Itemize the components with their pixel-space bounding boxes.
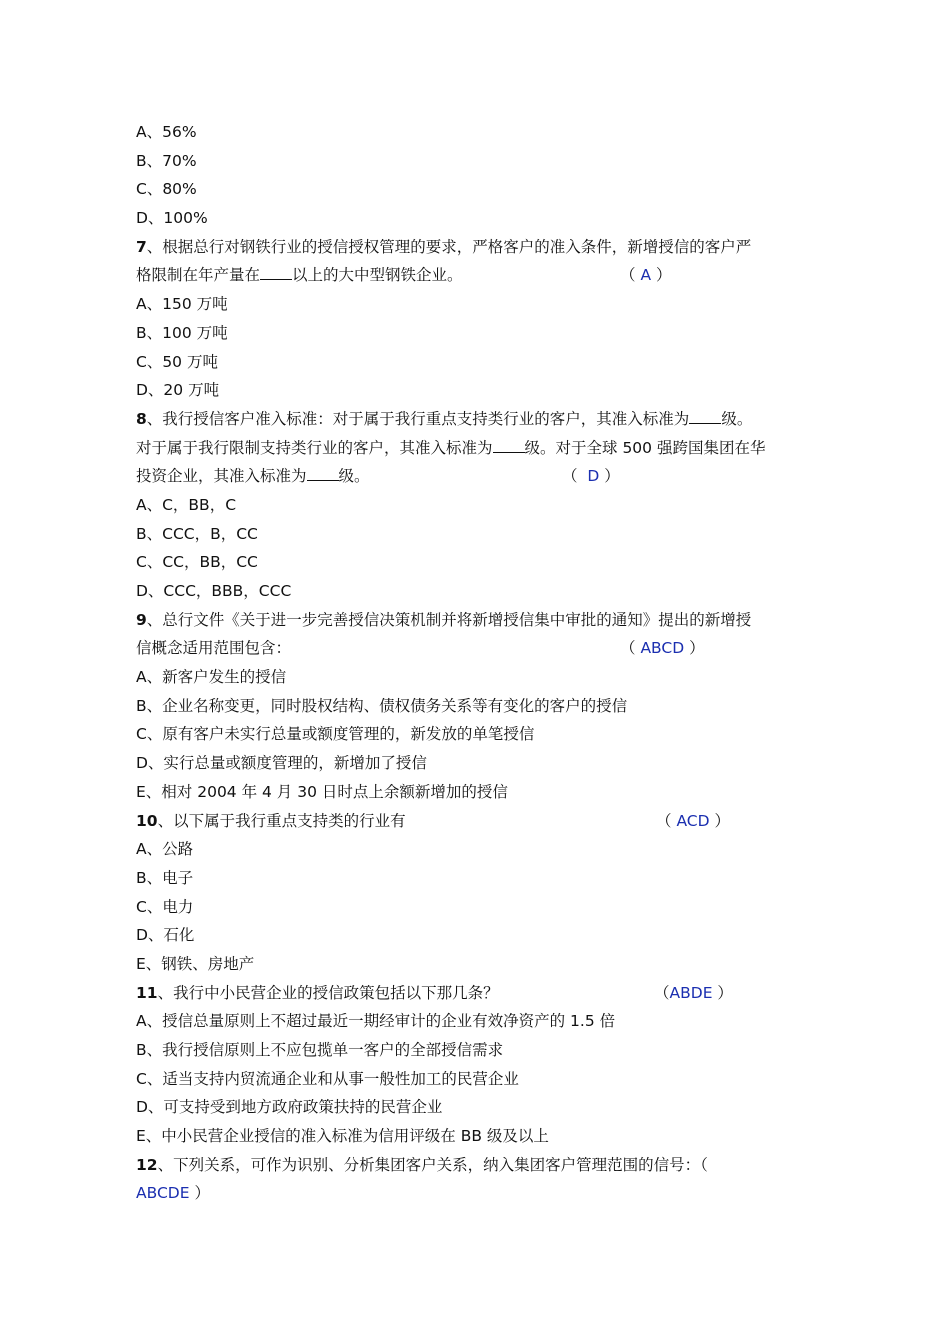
- answer-close-paren: ）: [604, 467, 620, 486]
- answer-open-paren: （: [562, 467, 578, 486]
- fill-blank: [307, 466, 339, 481]
- answer-close-paren: ）: [717, 983, 733, 1002]
- question-line: [136, 233, 826, 262]
- option-line: A、150 万吨: [136, 295, 228, 314]
- question-text: 、下列关系，可作为识别、分析集团客户关系，纳入集团客户管理范围的信号：（: [157, 1155, 708, 1174]
- option-line: E、相对 2004 年 4 月 30 日时点上余额新增加的授信: [136, 782, 508, 801]
- question-text: 对于属于我行限制支持类行业的客户，其准入标准为: [136, 438, 493, 457]
- answer-key: ABCDE: [136, 1184, 190, 1203]
- option-line: C、50 万吨: [136, 352, 218, 371]
- option-line: E、钢铁、房地产: [136, 954, 255, 973]
- question-number: 11: [136, 983, 158, 1002]
- option-line: D、可支持受到地方政府政策扶持的民营企业: [136, 1098, 443, 1117]
- option-line: A、C，BB，C: [136, 495, 237, 514]
- answer-open-paren: （: [654, 983, 670, 1002]
- answer-open-paren: （: [656, 811, 672, 830]
- document-page: [136, 118, 826, 1208]
- question-number: 12: [136, 1155, 158, 1174]
- option-line: C、原有客户未实行总量或额度管理的，新发放的单笔授信: [136, 725, 535, 744]
- option-line: C、适当支持内贸流通企业和从事一般性加工的民营企业: [136, 1069, 519, 1088]
- answer-key: A: [640, 266, 652, 285]
- option-line: A、公路: [136, 840, 194, 859]
- option-line: B、我行授信原则上不应包揽单一客户的全部授信需求: [136, 1041, 504, 1059]
- option-line: B、CCC，B，CC: [136, 524, 258, 543]
- option-line: D、20 万吨: [136, 381, 220, 400]
- option-line: D、实行总量或额度管理的，新增加了授信: [136, 754, 427, 773]
- question-line: [136, 634, 826, 663]
- question-text: 、我行授信客户准入标准：对于属于我行重点支持类行业的客户，其准入标准为: [146, 409, 690, 428]
- question-line: [136, 405, 826, 434]
- fill-blank: [689, 409, 721, 424]
- answer-line: [136, 1179, 826, 1208]
- question-text: 级。: [338, 467, 370, 486]
- option-line: B、100 万吨: [136, 323, 228, 342]
- question-line: [136, 1151, 826, 1180]
- question-text: 级。: [721, 409, 753, 428]
- question-line: [136, 434, 826, 463]
- question-text: 以上的大中型钢铁企业。: [292, 266, 463, 285]
- answer-close-paren: ）: [656, 266, 672, 285]
- option-line: C、电力: [136, 897, 194, 916]
- question-text: 、以下属于我行重点支持类的行业有: [157, 811, 406, 830]
- answer-marker: [620, 634, 705, 663]
- answer-marker: [562, 462, 620, 491]
- question-number: 7: [136, 237, 147, 256]
- option-line: D、100%: [136, 209, 208, 228]
- option-line: E、中小民营企业授信的准入标准为信用评级在 BB 级及以上: [136, 1127, 549, 1146]
- option-line: A、新客户发生的授信: [136, 668, 287, 687]
- answer-marker: [654, 979, 733, 1008]
- answer-close-paren: ）: [714, 811, 730, 830]
- question-line: [136, 807, 826, 836]
- option-line: C、80%: [136, 180, 197, 199]
- option-line: D、CCC，BBB，CCC: [136, 582, 292, 600]
- question-text: 格限制在年产量在: [136, 266, 261, 285]
- question-line: [136, 261, 826, 290]
- answer-key: D: [587, 467, 600, 486]
- option-line: A、56%: [136, 123, 197, 141]
- answer-close-paren: ）: [689, 639, 705, 658]
- answer-close-paren: ）: [194, 1184, 210, 1203]
- answer-open-paren: （: [620, 266, 636, 285]
- question-text: 信概念适用范围包含：: [136, 639, 292, 658]
- answer-key: ABDE: [669, 983, 713, 1002]
- answer-marker: [620, 261, 672, 290]
- option-line: C、CC，BB，CC: [136, 553, 258, 572]
- fill-blank: [260, 265, 292, 280]
- answer-marker: [656, 807, 730, 836]
- option-line: A、授信总量原则上不超过最近一期经审计的企业有效净资产的 1.5 倍: [136, 1012, 616, 1031]
- option-line: B、电子: [136, 868, 194, 887]
- question-number: 8: [136, 409, 147, 428]
- fill-blank: [493, 438, 525, 453]
- question-text: 、根据总行对钢铁行业的授信授权管理的要求，严格客户的准入条件，新增授信的客户严: [146, 237, 752, 256]
- question-text: 级。对于全球 500 强跨国集团在华: [524, 438, 766, 457]
- question-line: [136, 462, 826, 491]
- question-text: 、我行中小民营企业的授信政策包括以下那几条？: [157, 983, 499, 1002]
- question-text: 投资企业，其准入标准为: [136, 467, 307, 486]
- answer-key: ACD: [676, 811, 710, 830]
- option-line: D、石化: [136, 926, 195, 945]
- question-line: [136, 606, 826, 635]
- option-line: B、70%: [136, 151, 197, 170]
- question-text: 、总行文件《关于进一步完善授信决策机制并将新增授信集中审批的通知》提出的新增授: [146, 610, 752, 629]
- question-number: 10: [136, 811, 158, 830]
- answer-open-paren: （: [620, 639, 636, 658]
- option-line: B、企业名称变更，同时股权结构、债权债务关系等有变化的客户的授信: [136, 696, 628, 715]
- question-number: 9: [136, 610, 147, 629]
- question-line: [136, 979, 826, 1008]
- answer-key: ABCD: [640, 639, 685, 658]
